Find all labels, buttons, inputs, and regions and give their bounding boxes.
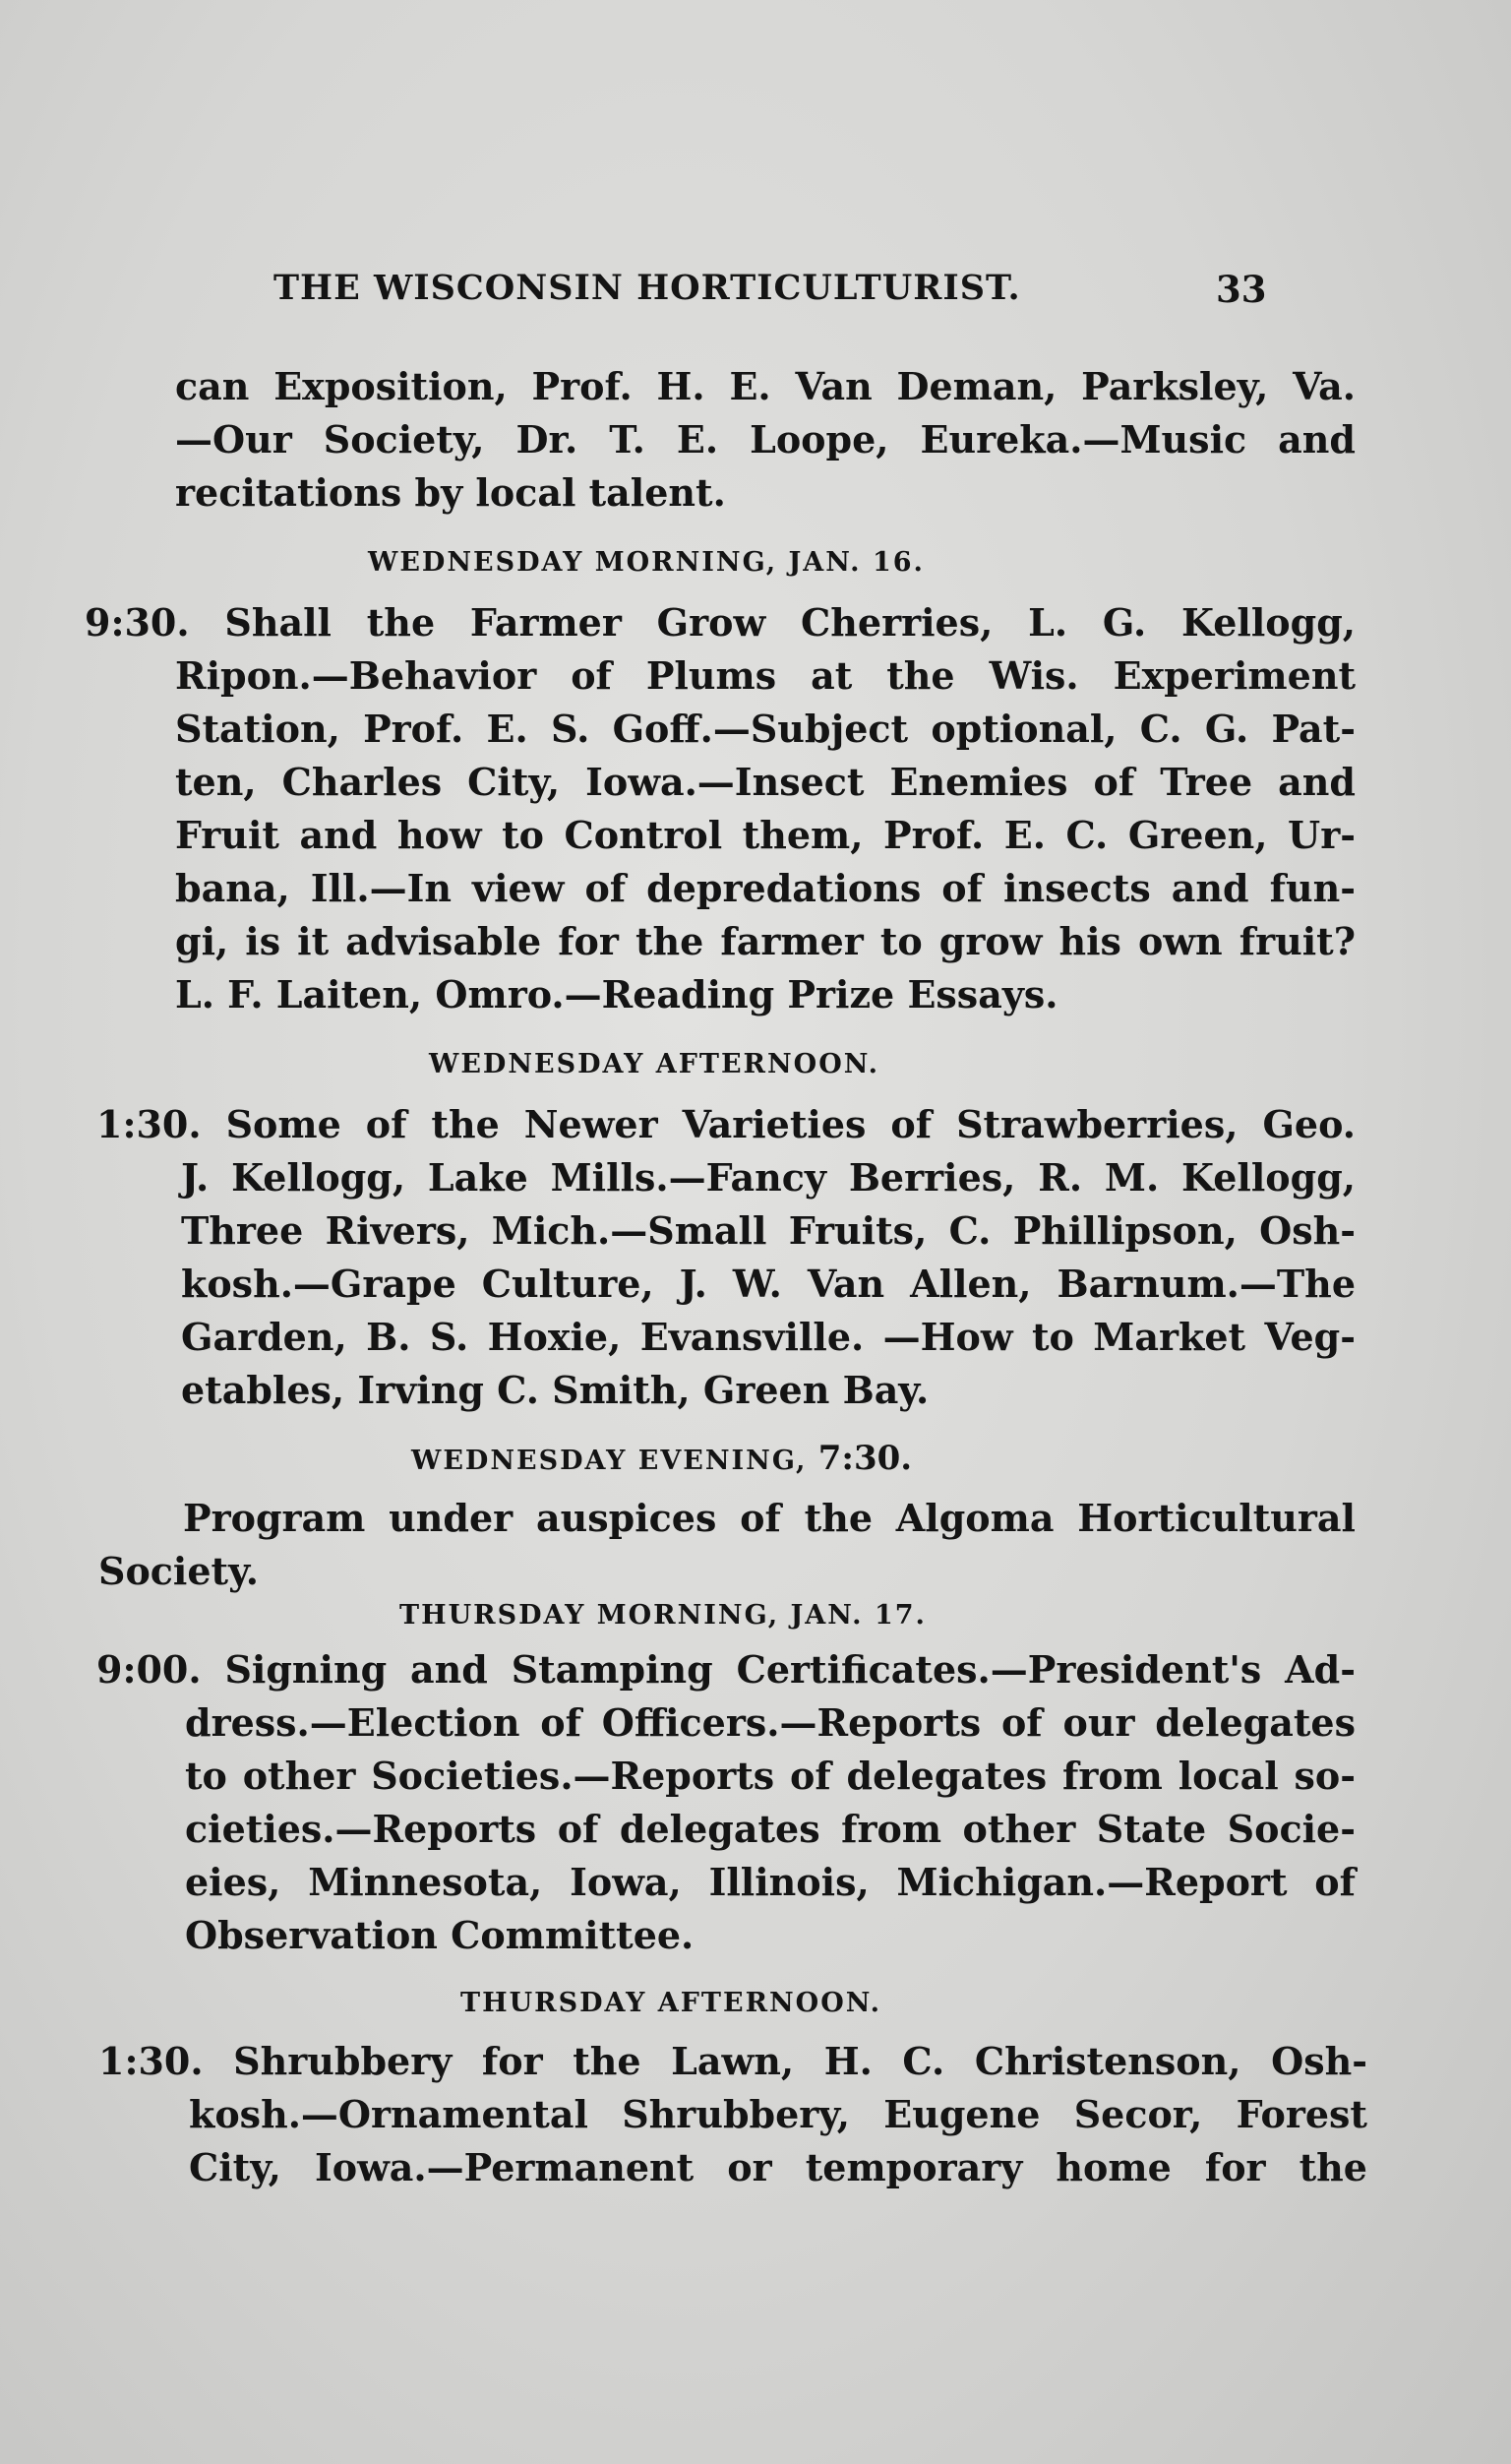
section-heading-label: WEDNESDAY EVENING, xyxy=(411,1446,808,1476)
text-line: Program under auspices of the Algoma Horticultural xyxy=(183,1496,1356,1540)
running-head xyxy=(0,268,1511,317)
text-line: Observation Committee. xyxy=(185,1913,695,1957)
section-heading: THURSDAY AFTERNOON. xyxy=(460,1988,882,2018)
text-line: etables, Irving C. Smith, Green Bay. xyxy=(181,1368,930,1412)
text-line: eies, Minnesota, Iowa, Illinois, Michigan.—Report of xyxy=(185,1860,1356,1904)
text-line: Station, Prof. E. S. Goff.—Subject optional, C. G. Pat- xyxy=(175,707,1356,751)
section-heading: WEDNESDAY MORNING, JAN. 16. xyxy=(368,547,925,578)
text-line: bana, Ill.—In view of depredations of insects and fun- xyxy=(175,866,1356,910)
text-line: 9:30. Shall the Farmer Grow Cherries, L. G. Kellogg, xyxy=(85,600,1356,645)
text-line: cieties.—Reports of delegates from other State Socie- xyxy=(185,1807,1356,1851)
text-line: Garden, B. S. Hoxie, Evansville. —How to Market Veg- xyxy=(181,1315,1356,1359)
text-line: —Our Society, Dr. T. E. Loope, Eureka.—Music and xyxy=(175,417,1356,462)
text-line: kosh.—Grape Culture, J. W. Van Allen, Barnum.—The xyxy=(181,1262,1356,1306)
text-line: City, Iowa.—Permanent or temporary home for the xyxy=(189,2145,1367,2189)
text-line: dress.—Election of Officers.—Reports of our delegates xyxy=(185,1700,1356,1745)
text-line: recitations by local talent. xyxy=(175,470,726,515)
text-line: 1:30. Some of the Newer Varieties of Strawberries, Geo. xyxy=(96,1102,1356,1146)
text-line: kosh.—Ornamental Shrubbery, Eugene Secor, Forest xyxy=(189,2092,1367,2136)
section-heading-time: 7:30. xyxy=(817,1439,913,1478)
text-line: gi, is it advisable for the farmer to grow his own fruit? xyxy=(175,919,1356,963)
page-number: 33 xyxy=(1216,268,1267,311)
text-line: L. F. Laiten, Omro.—Reading Prize Essays. xyxy=(175,972,1058,1016)
text-line: can Exposition, Prof. H. E. Van Deman, Parksley, Va. xyxy=(175,364,1356,408)
text-line: J. Kellogg, Lake Mills.—Fancy Berries, R. M. Kellogg, xyxy=(181,1155,1356,1200)
text-line: ten, Charles City, Iowa.—Insect Enemies of Tree and xyxy=(175,760,1356,804)
text-line: Society. xyxy=(98,1549,260,1593)
text-line: Ripon.—Behavior of Plums at the Wis. Experiment xyxy=(175,653,1356,698)
running-title: THE WISCONSIN HORTICULTURIST. xyxy=(273,268,1021,308)
text-line: Fruit and how to Control them, Prof. E. C. Green, Ur- xyxy=(175,813,1356,857)
section-heading: WEDNESDAY AFTERNOON. xyxy=(429,1049,880,1079)
text-line: Three Rivers, Mich.—Small Fruits, C. Phillipson, Osh- xyxy=(181,1208,1356,1253)
text-line: to other Societies.—Reports of delegates from local so- xyxy=(185,1754,1356,1798)
text-line: 9:00. Signing and Stamping Certificates.—President's Ad- xyxy=(96,1647,1356,1692)
text-line: 1:30. Shrubbery for the Lawn, H. C. Christenson, Osh- xyxy=(98,2039,1367,2083)
section-heading: THURSDAY MORNING, JAN. 17. xyxy=(399,1600,927,1631)
section-heading xyxy=(411,1439,912,1478)
